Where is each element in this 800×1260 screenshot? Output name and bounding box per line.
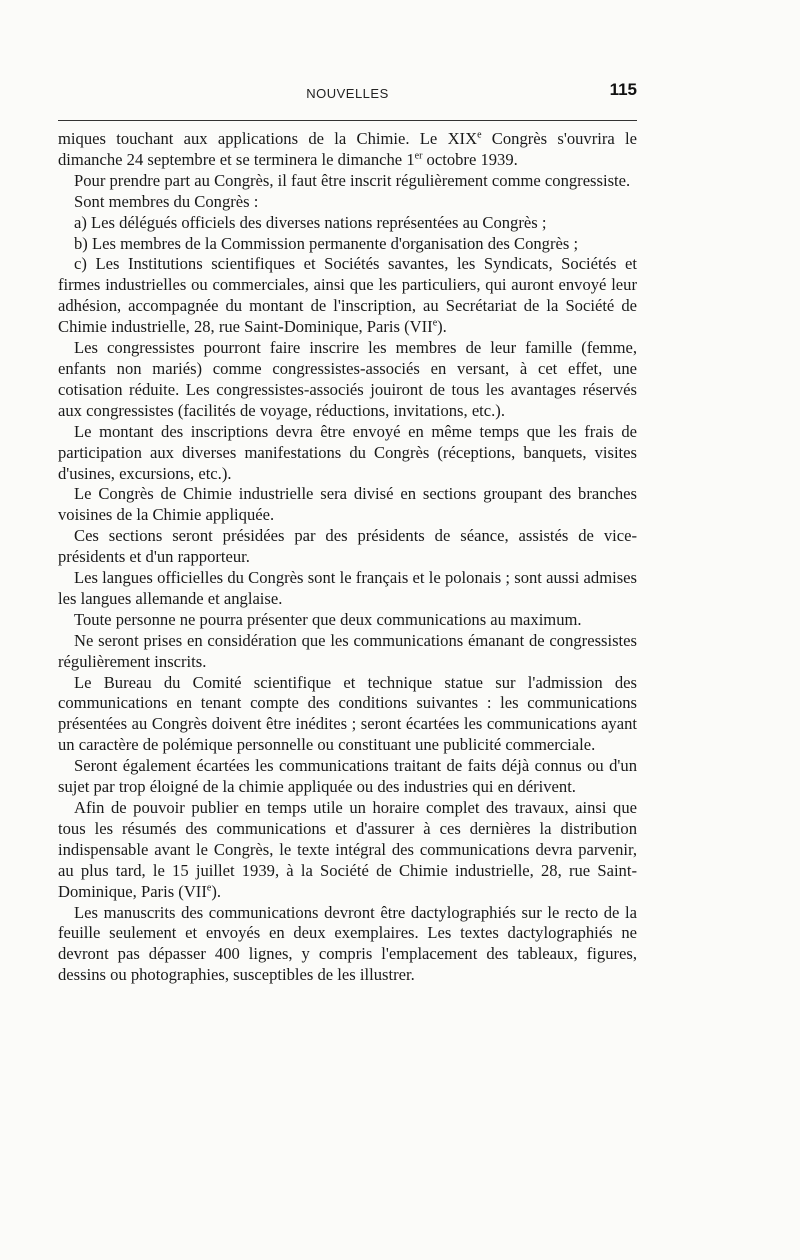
page-header <box>58 78 637 112</box>
paragraph <box>58 631 637 673</box>
paragraph-text: ). <box>211 881 221 901</box>
paragraph <box>58 213 637 234</box>
paragraph-text: c) Les Institutions scientifiques et Sociétés savantes, les Syndicats, Sociétés et firmes industrielles ou commerciales, ainsi que les particuliers, qui auront envoyé leur adhésion, accompagnée du montant de l'inscription, au Secrétariat de la Société de Chimie industrielle, 28, rue Saint-Dominique, Paris (VII <box>58 254 637 337</box>
paragraph-text: Le Bureau du Comité scientifique et technique statue sur l'admission des communications en tenant compte des conditions suivantes : les communications présentées au Congrès doivent être inédites ; seront écartées les communications ayant un caractère de polémique personnelle ou constituant une publicité commerciale. <box>58 672 637 755</box>
paragraph-text: Ces sections seront présidées par des présidents de séance, assistés de vice-présidents et d'un rapporteur. <box>58 526 637 567</box>
paragraph-text: b) Les membres de la Commission permanente d'organisation des Congrès ; <box>74 233 579 253</box>
paragraph-text: Les manuscrits des communications devront être dactylographiés sur le recto de la feuille seulement et envoyés en deux exemplaires. Les textes dactylographiés ne devront pas dépasser 400 lignes, y compris l'emplacement des tableaux, figures, dessins ou photographies, susceptibles de les illustrer. <box>58 902 637 985</box>
superscript: e <box>206 882 212 894</box>
paragraph <box>58 568 637 610</box>
paragraph <box>58 673 637 757</box>
paragraph-text: Toute personne ne pourra présenter que deux communications au maximum. <box>74 609 582 629</box>
paragraph-text: Congrès s'ouvrira le dimanche 24 septembre et se terminera le dimanche 1 <box>58 129 637 169</box>
paragraph-text: miques touchant aux applications de la Chimie. Le XIX <box>58 129 478 148</box>
paragraph <box>58 129 637 171</box>
page-number: 115 <box>609 80 637 99</box>
paragraph <box>58 192 637 213</box>
paragraph-text: Seront également écartées les communications traitant de faits déjà connus ou d'un sujet par trop éloigné de la chimie appliquée ou des industries qui en dérivent. <box>58 756 637 797</box>
body-text <box>58 129 637 986</box>
superscript: e <box>477 129 482 141</box>
paragraph <box>58 903 637 987</box>
paragraph-text: Les langues officielles du Congrès sont le français et le polonais ; sont aussi admises les langues allemande et anglaise. <box>58 568 637 608</box>
paragraph-text: Afin de pouvoir publier en temps utile un horaire complet des travaux, ainsi que tous les résumés des communications et d'assurer à ces dernières la distribution indispensable avant le Congrès, le texte intégral des communications devra parvenir, au plus tard, le 15 juillet 1939, à la Société de Chimie industrielle, 28, rue Saint-Dominique, Paris (VII <box>58 798 637 901</box>
paragraph <box>58 171 637 192</box>
paragraph <box>58 484 637 526</box>
running-title: NOUVELLES <box>306 86 389 101</box>
paragraph-text: Le Congrès de Chimie industrielle sera divisé en sections groupant des branches voisines de la Chimie appliquée. <box>58 484 637 525</box>
paragraph <box>58 756 637 798</box>
paragraph <box>58 234 637 255</box>
paragraph <box>58 526 637 568</box>
paragraph-text: octobre 1939. <box>422 149 518 169</box>
header-rule <box>58 120 637 121</box>
superscript: er <box>414 150 423 162</box>
paragraph-text: Ne seront prises en considération que les communications émanant de congressistes régulièrement inscrits. <box>58 630 637 671</box>
paragraph <box>58 422 637 485</box>
paragraph-text: Le montant des inscriptions devra être envoyé en même temps que les frais de participation aux diverses manifestations du Congrès (réceptions, banquets, visites d'usines, excursions, etc.). <box>58 421 637 483</box>
paragraph <box>58 254 637 338</box>
paragraph-text: Pour prendre part au Congrès, il faut être inscrit régulièrement comme congressiste. <box>74 170 631 190</box>
paragraph-text: ). <box>437 317 447 337</box>
paragraph-text: a) Les délégués officiels des diverses nations représentées au Congrès ; <box>74 212 547 232</box>
paragraph <box>58 798 637 903</box>
paragraph <box>58 338 637 422</box>
paragraph <box>58 610 637 631</box>
paragraph-text: Les congressistes pourront faire inscrire les membres de leur famille (femme, enfants non mariés) comme congressistes-associés en versant, à cet effet, une cotisation réduite. Les congressistes-associés jouiront de tous les avantages réservés aux congressistes (facilités de voyage, réductions, invitations, etc.). <box>58 338 637 420</box>
paragraph-text: Sont membres du Congrès : <box>74 191 259 211</box>
superscript: e <box>432 317 438 329</box>
